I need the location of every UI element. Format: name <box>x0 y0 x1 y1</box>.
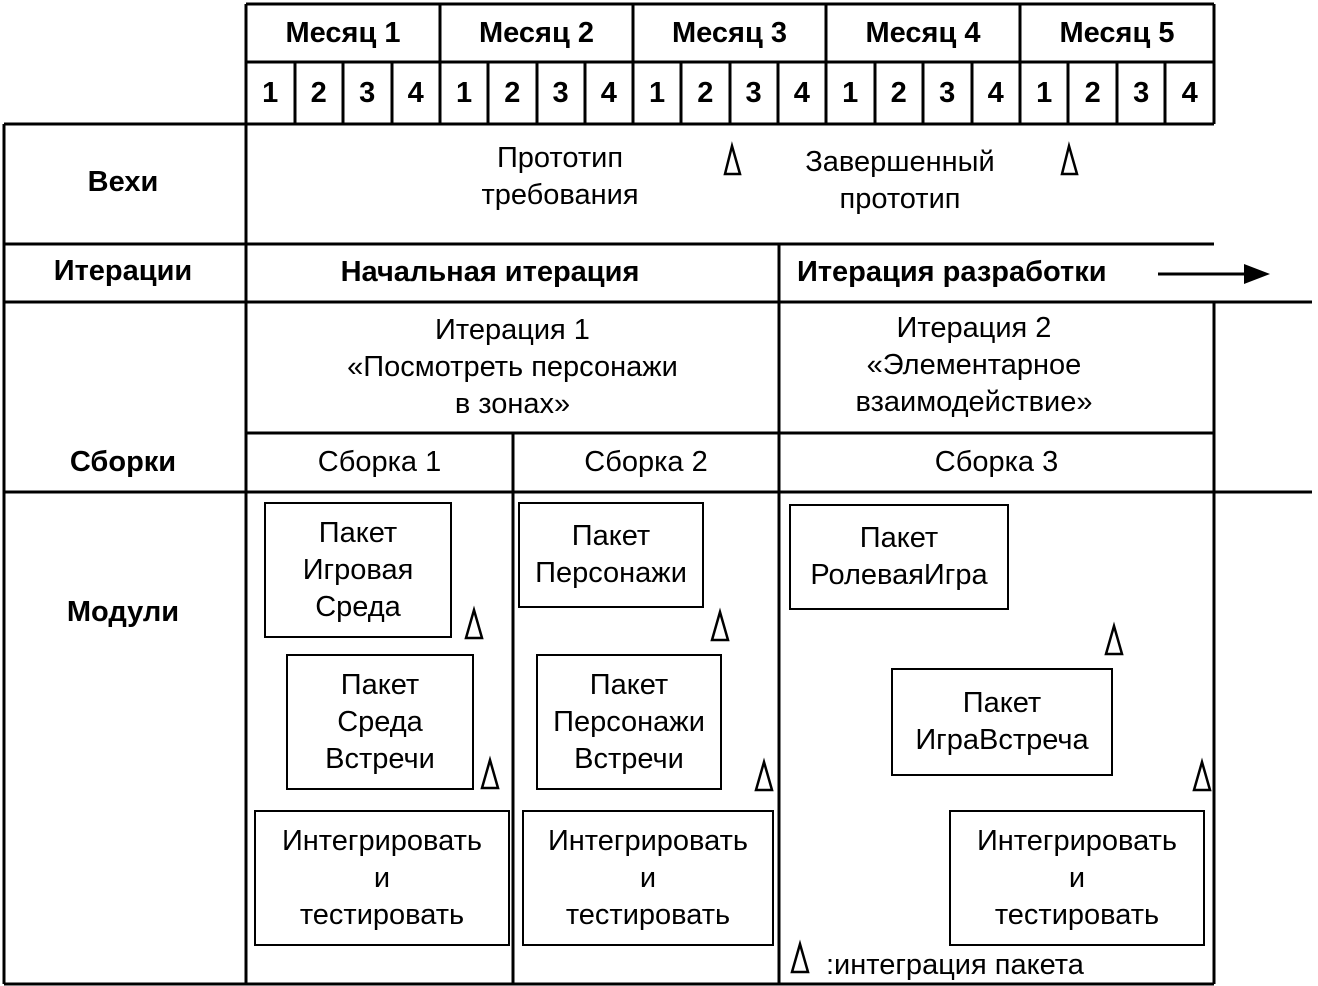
module-line: Пакет <box>589 668 669 701</box>
module-game-environment-package <box>264 502 452 638</box>
legend-triangle-icon <box>792 944 808 972</box>
week-5-1: 1 <box>1036 76 1053 109</box>
iteration-2-line-2: «Элементарное <box>866 349 1082 381</box>
week-2-3: 3 <box>552 76 569 109</box>
week-4-2: 2 <box>890 76 907 109</box>
month-1: Месяц 1 <box>285 16 401 49</box>
module-line: тестировать <box>565 898 731 931</box>
week-1-4: 4 <box>407 76 424 109</box>
week-5-2: 2 <box>1084 76 1101 109</box>
iteration-1-line-2: «Посмотреть персонажи <box>347 351 678 383</box>
milestone-triangle-icon <box>725 146 740 174</box>
package-integration-triangle-icon <box>1194 762 1210 790</box>
package-integration-triangle-icon <box>712 612 728 640</box>
module-line: Пакет <box>859 522 939 554</box>
package-integration-triangle-icon <box>482 760 498 788</box>
month-5: Месяц 5 <box>1059 16 1175 49</box>
week-3-1: 1 <box>649 76 666 109</box>
legend-text: :интеграция пакета <box>826 949 1084 981</box>
module-characters-encounter-package <box>536 654 722 790</box>
module-line: и <box>373 861 391 894</box>
row-label-iterations: Итерации <box>53 255 193 287</box>
module-game-encounter-package <box>891 668 1113 776</box>
iteration-2-title: Итерация 2 <box>896 312 1052 344</box>
iteration-development: Итерация разработки <box>797 256 1107 288</box>
module-line: Пакет <box>340 668 420 701</box>
package-integration-triangle-icon <box>756 762 772 790</box>
build-3: Сборка 3 <box>934 446 1059 478</box>
week-3-4: 4 <box>793 76 810 109</box>
week-1-1: 1 <box>262 76 279 109</box>
build-2: Сборка 2 <box>584 446 708 478</box>
week-4-1: 1 <box>842 76 859 109</box>
milestone-complete-prototype <box>780 144 1020 218</box>
module-line: Интегрировать <box>976 824 1178 857</box>
milestone-1-line-1: Прототип <box>496 142 624 174</box>
module-line: Встречи <box>574 742 684 775</box>
week-2-4: 4 <box>600 76 617 109</box>
iteration-1-line-3: в зонах» <box>454 388 571 420</box>
module-integrate-test-1 <box>254 810 510 946</box>
module-roleplay-package <box>789 504 1009 610</box>
module-line: Игровая <box>302 553 414 586</box>
week-1-2: 2 <box>310 76 327 109</box>
module-line: ИграВстреча <box>915 724 1089 756</box>
module-line: Встречи <box>325 742 435 775</box>
module-line: тестировать <box>994 898 1160 931</box>
module-line: Среда <box>315 590 401 623</box>
iteration-arrow-icon <box>1158 264 1270 284</box>
package-integration-triangle-icon <box>466 610 482 638</box>
iteration-2-description <box>779 310 1169 421</box>
week-5-4: 4 <box>1181 76 1198 109</box>
milestone-triangle-icon <box>1062 146 1077 174</box>
row-label-milestones: Вехи <box>87 166 159 198</box>
week-2-1: 1 <box>456 76 473 109</box>
module-line: Пакет <box>318 516 398 549</box>
milestone-requirements-prototype <box>440 140 680 214</box>
module-line: Персонажи <box>553 705 705 738</box>
module-line: Интегрировать <box>281 824 483 857</box>
module-line: Интегрировать <box>547 824 749 857</box>
week-1-3: 3 <box>359 76 376 109</box>
week-2-2: 2 <box>504 76 521 109</box>
module-line: тестировать <box>299 898 465 931</box>
module-line: и <box>639 861 657 894</box>
module-line: РолеваяИгра <box>810 559 988 591</box>
build-1: Сборка 1 <box>317 446 442 478</box>
module-line: Среда <box>337 705 423 738</box>
week-4-3: 3 <box>939 76 956 109</box>
iteration-initial: Начальная итерация <box>340 256 640 288</box>
module-line: Персонажи <box>535 557 687 589</box>
iteration-1-description <box>246 312 779 423</box>
module-integrate-test-3 <box>949 810 1205 946</box>
row-label-modules: Модули <box>66 596 180 628</box>
module-line: Пакет <box>571 520 651 552</box>
week-4-4: 4 <box>987 76 1004 109</box>
milestone-2-line-2: прототип <box>839 183 961 215</box>
module-characters-package <box>518 502 704 608</box>
module-line: Пакет <box>962 687 1042 719</box>
iteration-2-line-3: взаимодействие» <box>855 386 1093 418</box>
month-4: Месяц 4 <box>865 16 981 49</box>
week-5-3: 3 <box>1133 76 1150 109</box>
module-integrate-test-2 <box>522 810 774 946</box>
module-line: и <box>1068 861 1086 894</box>
milestone-2-line-1: Завершенный <box>805 146 995 178</box>
month-3: Месяц 3 <box>672 16 787 49</box>
row-label-builds: Сборки <box>69 446 177 478</box>
iteration-1-title: Итерация 1 <box>435 314 590 346</box>
milestone-1-line-2: требования <box>481 179 639 211</box>
package-integration-triangle-icon <box>1106 626 1122 654</box>
module-encounter-environment-package <box>286 654 474 790</box>
week-3-3: 3 <box>745 76 762 109</box>
week-3-2: 2 <box>697 76 714 109</box>
month-2: Месяц 2 <box>479 16 594 49</box>
